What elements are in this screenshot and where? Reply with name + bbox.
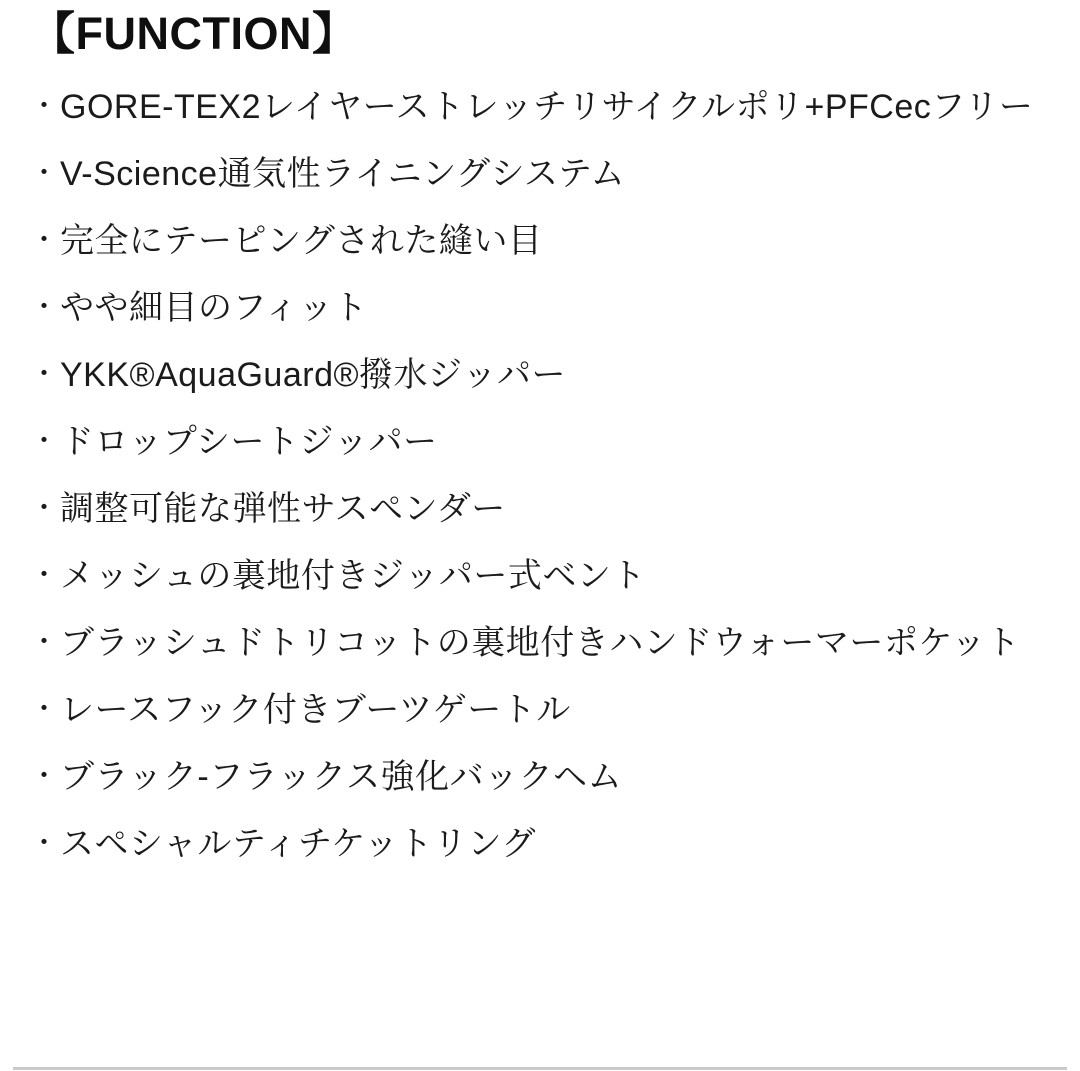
feature-text: レースフック付きブーツゲートル <box>60 691 571 729</box>
bullet-dot-icon: ・ <box>30 424 59 456</box>
bottom-divider <box>13 1067 1067 1070</box>
feature-text: やや細目のフィット <box>60 289 368 327</box>
feature-item <box>30 70 1056 137</box>
bullet-dot-icon: ・ <box>30 357 59 389</box>
feature-text: V-Science通気性ライニングシステム <box>60 155 626 193</box>
feature-text: 調整可能な弾性サスペンダー <box>60 490 506 528</box>
bullet-dot-icon: ・ <box>30 826 59 858</box>
bullet-dot-icon: ・ <box>30 156 59 188</box>
feature-item <box>30 807 1056 874</box>
bullet-dot-icon: ・ <box>30 759 59 791</box>
feature-item <box>30 740 1056 807</box>
bullet-dot-icon: ・ <box>30 625 59 657</box>
feature-text: スペシャルティチケットリング <box>60 825 536 863</box>
feature-item <box>30 137 1056 204</box>
feature-item <box>30 606 1056 673</box>
section-title: 【FUNCTION】 <box>30 8 358 59</box>
feature-text: ブラッシュドトリコットの裏地付きハンドウォーマーポケット <box>60 624 1021 662</box>
bullet-dot-icon: ・ <box>30 223 59 255</box>
feature-text: ブラック-フラックス強化バックヘム <box>60 758 623 796</box>
feature-list <box>30 70 1056 874</box>
feature-item <box>30 673 1056 740</box>
bullet-dot-icon: ・ <box>30 491 59 523</box>
bullet-dot-icon: ・ <box>30 89 59 121</box>
feature-text: 完全にテーピングされた縫い目 <box>60 222 543 260</box>
feature-text: YKK®AquaGuard®撥水ジッパー <box>60 356 567 394</box>
feature-item <box>30 539 1056 606</box>
bullet-dot-icon: ・ <box>30 558 59 590</box>
feature-item <box>30 271 1056 338</box>
bullet-dot-icon: ・ <box>30 290 59 322</box>
feature-item <box>30 405 1056 472</box>
feature-item <box>30 338 1056 405</box>
feature-text: GORE-TEX2レイヤーストレッチリサイクルポリ+PFCecフリー <box>60 88 1034 126</box>
feature-item <box>30 472 1056 539</box>
feature-text: メッシュの裏地付きジッパー式ベント <box>60 557 646 595</box>
bullet-dot-icon: ・ <box>30 692 59 724</box>
feature-item <box>30 204 1056 271</box>
feature-text: ドロップシートジッパー <box>60 423 438 461</box>
